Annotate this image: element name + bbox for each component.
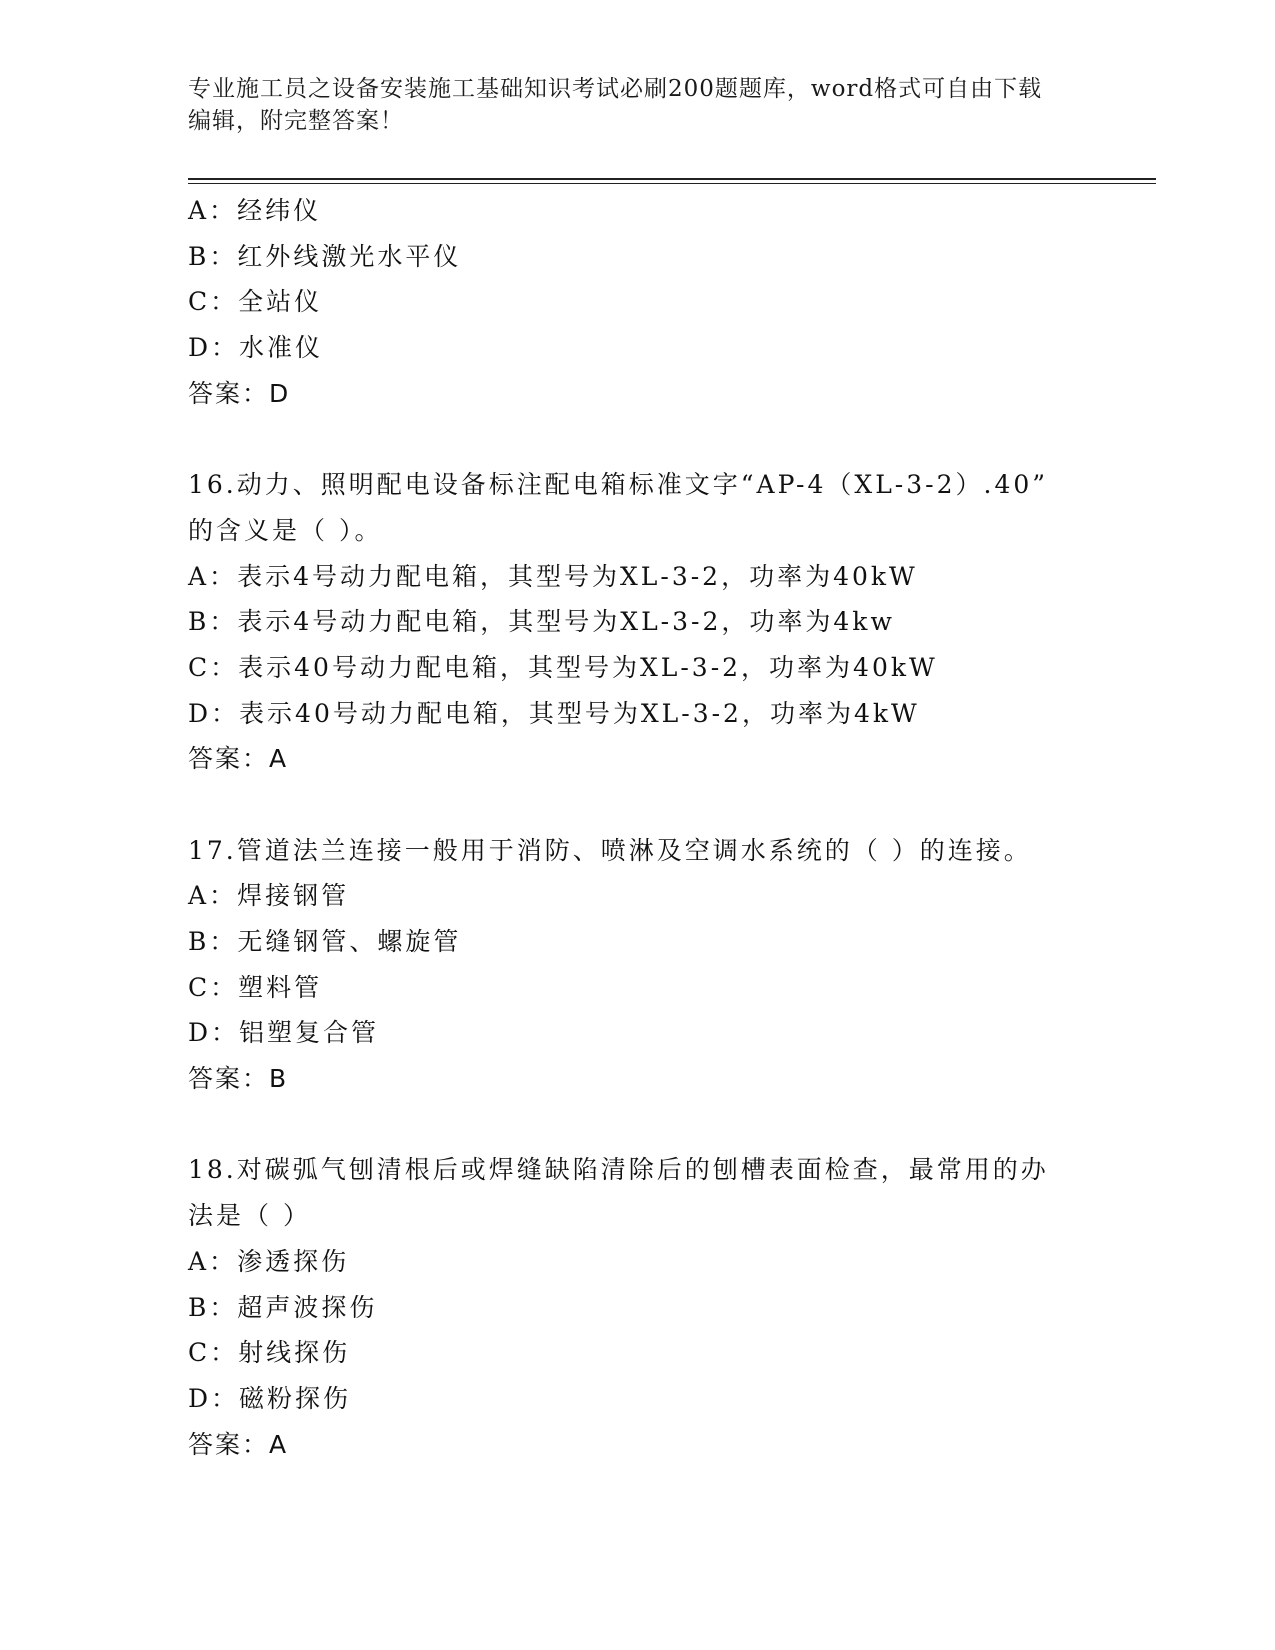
- header-title-line-1: 专业施工员之设备安装施工基础知识考试必刷200题题库，word格式可自由下载: [188, 76, 1043, 102]
- option-d: [188, 1010, 1108, 1056]
- option-c: [188, 279, 1108, 325]
- option-letter: D：: [188, 333, 240, 363]
- option-b: [188, 919, 1108, 965]
- option-d: [188, 325, 1108, 371]
- option-letter: D：: [188, 1383, 240, 1413]
- option-text: 经纬仪: [237, 196, 322, 225]
- block-spacer: [188, 416, 1108, 462]
- option-a: [188, 554, 1108, 600]
- option-text: 射线探伤: [238, 1338, 351, 1368]
- option-letter: B：: [188, 1292, 238, 1322]
- option-text: 水准仪: [239, 333, 324, 363]
- option-text: 表示4号动力配电箱，其型号为XL-3-2，功率为40kW: [237, 561, 918, 591]
- header-rule-thin: [188, 183, 1156, 184]
- option-letter: D：: [188, 1018, 240, 1048]
- option-b: [188, 234, 1108, 280]
- option-text: 焊接钢管: [237, 881, 350, 911]
- question-block-17: [188, 828, 1108, 1102]
- block-spacer: [188, 1102, 1108, 1148]
- option-c: [188, 1330, 1108, 1376]
- option-letter: C：: [188, 287, 239, 317]
- option-text: 渗透探伤: [237, 1246, 350, 1276]
- option-text: 表示40号动力配电箱，其型号为XL-3-2，功率为4kW: [239, 698, 920, 728]
- option-letter: D：: [188, 698, 240, 728]
- option-letter: A：: [188, 1246, 238, 1276]
- answer-line: 答案：A: [188, 1429, 289, 1459]
- option-d: [188, 691, 1108, 737]
- option-text: 塑料管: [238, 972, 323, 1002]
- answer-line: 答案：B: [188, 1064, 289, 1094]
- option-a: [188, 1239, 1108, 1285]
- document-header: [188, 73, 1078, 137]
- option-letter: B：: [188, 607, 238, 637]
- option-a: [188, 873, 1108, 919]
- answer-line: 答案：A: [188, 744, 289, 774]
- option-letter: C：: [188, 972, 239, 1002]
- question-text-line-1: 16.动力、照明配电设备标注配电箱标准文字“AP-4（XL-3-2）.40”: [188, 470, 1049, 500]
- option-text: 表示40号动力配电箱，其型号为XL-3-2，功率为40kW: [238, 652, 938, 682]
- option-c: [188, 645, 1108, 691]
- option-a: [188, 188, 1108, 234]
- question-block-18: [188, 1147, 1108, 1467]
- option-text: 超声波探伤: [237, 1292, 378, 1322]
- question-text-line-1: 18.对碳弧气刨清根后或焊缝缺陷清除后的刨槽表面检查，最常用的办: [188, 1155, 1049, 1185]
- question-text-line-2: 的含义是（ ）。: [188, 515, 383, 545]
- option-letter: A：: [188, 881, 238, 911]
- option-letter: C：: [188, 1338, 239, 1368]
- option-text: 表示4号动力配电箱，其型号为XL-3-2，功率为4kw: [237, 607, 895, 637]
- question-block-15: [188, 188, 1108, 416]
- option-letter: B：: [188, 927, 238, 956]
- option-letter: A：: [188, 561, 238, 591]
- option-letter: A：: [188, 196, 238, 225]
- question-block-16: [188, 462, 1108, 782]
- header-rule-thick: [188, 178, 1156, 180]
- answer-line: 答案：D: [188, 378, 291, 408]
- question-list: [188, 188, 1108, 1467]
- header-title-line-2: 编辑，附完整答案！: [188, 108, 404, 134]
- question-text-line-2: 法是（ ）: [188, 1201, 311, 1231]
- option-letter: B：: [188, 241, 238, 271]
- question-text-line-1: 17.管道法兰连接一般用于消防、喷淋及空调水系统的（ ）的连接。: [188, 835, 1032, 865]
- option-b: [188, 1285, 1108, 1331]
- option-text: 无缝钢管、螺旋管: [237, 927, 462, 956]
- option-text: 铝塑复合管: [239, 1018, 380, 1048]
- block-spacer: [188, 782, 1108, 828]
- option-text: 磁粉探伤: [239, 1383, 352, 1413]
- option-letter: C：: [188, 652, 239, 682]
- option-d: [188, 1376, 1108, 1422]
- option-b: [188, 599, 1108, 645]
- option-text: 全站仪: [238, 287, 323, 317]
- option-text: 红外线激光水平仪: [237, 241, 462, 271]
- option-c: [188, 965, 1108, 1011]
